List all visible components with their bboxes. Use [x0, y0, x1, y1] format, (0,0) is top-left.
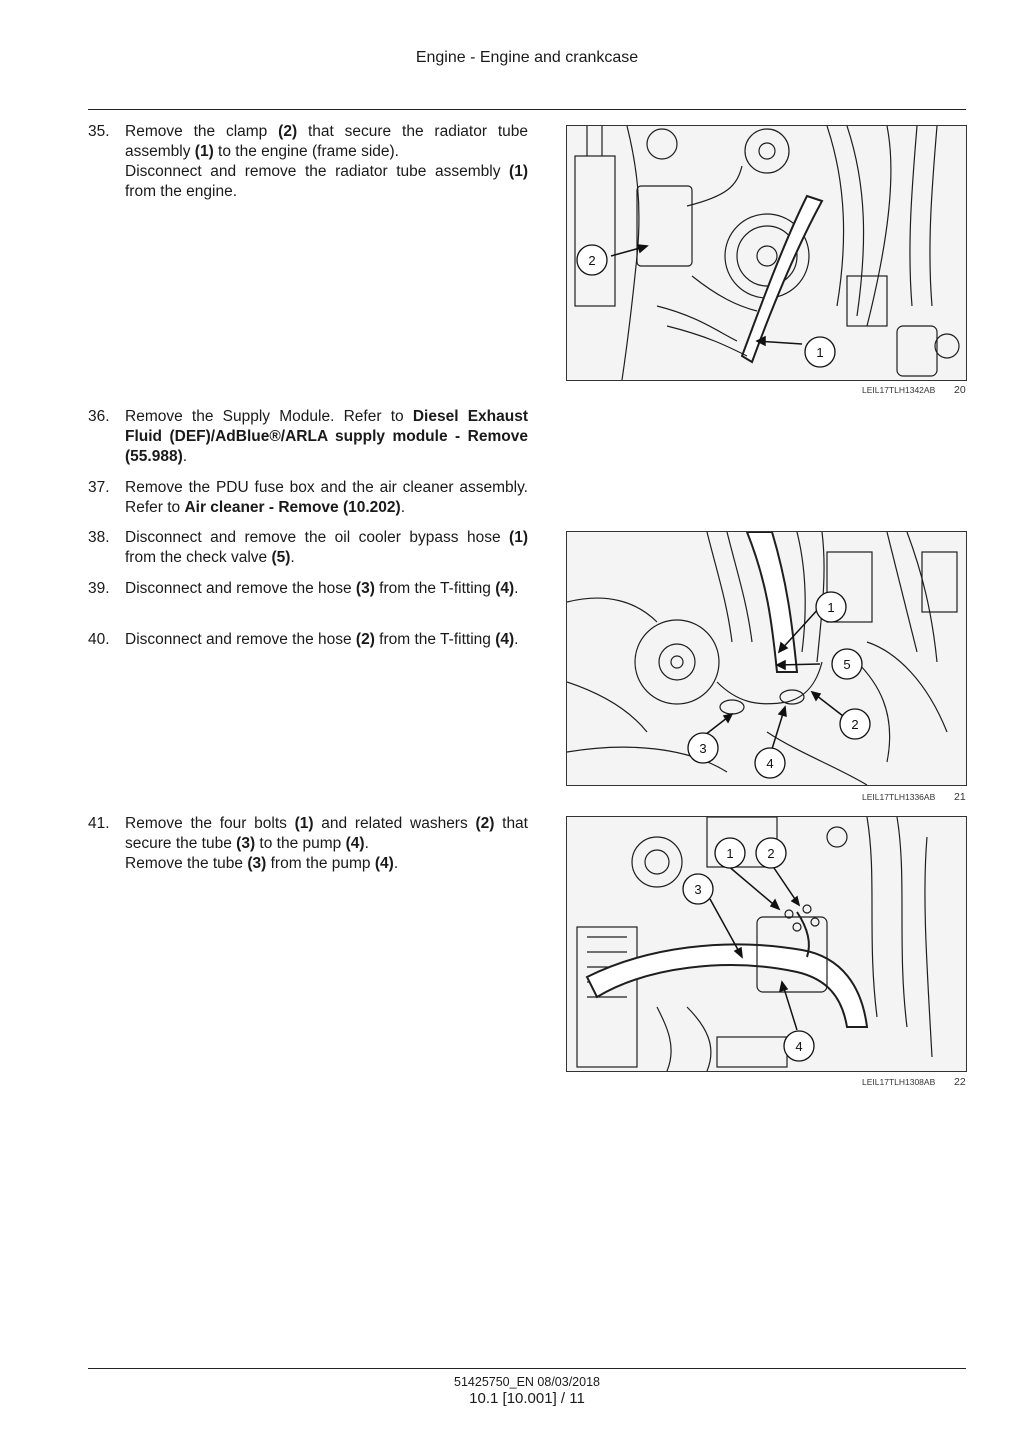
callout-3	[683, 874, 713, 904]
callout-2	[577, 245, 607, 275]
step-text-run: from the T-fitting	[374, 580, 496, 597]
step-text-run: to the pump	[255, 835, 346, 852]
step-text	[125, 528, 528, 568]
step-text-run: .	[514, 631, 519, 648]
step-text-run: from the engine.	[125, 183, 238, 200]
step-number: 36.	[88, 408, 110, 425]
figure-21-number: 21	[954, 791, 966, 803]
step-emphasis: (3)	[247, 855, 267, 872]
step-text-run: .	[364, 835, 369, 852]
figure-20-image	[566, 125, 967, 381]
step-text	[125, 579, 528, 599]
step-text-run: to the engine (frame side).	[213, 143, 399, 160]
page-header-title: Engine - Engine and crankcase	[415, 49, 639, 66]
step-text-run: .	[290, 549, 295, 566]
step-emphasis: (5)	[271, 549, 291, 566]
step-39	[88, 579, 528, 599]
step-38	[88, 528, 528, 568]
step-37	[88, 478, 528, 518]
callout-label: 4	[795, 1039, 803, 1054]
step-text-run: and related washers	[313, 815, 476, 832]
callout-label: 3	[694, 882, 702, 897]
figure-22-reference: LEIL17TLH1308AB	[862, 1077, 936, 1087]
step-text-run: Disconnect and remove the oil cooler bypass hose	[125, 529, 510, 546]
step-text-run: that secure the radiator tube assembly	[125, 123, 528, 160]
step-text	[125, 478, 528, 518]
callout-label: 1	[726, 846, 734, 861]
step-text-run: Remove the PDU fuse box and the air cleaner assembly. Refer to	[125, 479, 528, 516]
step-text	[125, 122, 528, 202]
footer-rule	[88, 1368, 966, 1369]
figure-21-image	[566, 531, 967, 786]
callout-label: 1	[827, 600, 835, 615]
step-text-run: Remove the tube	[125, 855, 248, 872]
callout-label: 5	[843, 657, 851, 672]
callout-label: 2	[767, 846, 775, 861]
step-number: 37.	[88, 479, 110, 496]
step-number: 39.	[88, 580, 110, 597]
callout-label: 2	[588, 253, 596, 268]
callout-3	[688, 733, 718, 763]
callout-label: 4	[766, 756, 774, 771]
step-text-run: from the T-fitting	[374, 631, 496, 648]
callout-1	[816, 592, 846, 622]
step-36	[88, 407, 528, 467]
step-text-run: .	[400, 499, 406, 516]
step-emphasis: Diesel Exhaust Fluid (DEF)/AdBlue®/ARLA supply module - Remove (55.988)	[125, 408, 528, 465]
step-emphasis: (4)	[374, 855, 394, 872]
callout-label: 1	[816, 345, 824, 360]
step-text-run: Disconnect and remove the hose	[125, 580, 356, 597]
figure-22-image	[566, 816, 967, 1072]
step-number: 41.	[88, 815, 110, 832]
figure-20-reference: LEIL17TLH1342AB	[862, 385, 936, 395]
step-emphasis: (4)	[495, 631, 515, 648]
step-emphasis: (4)	[495, 580, 515, 597]
step-emphasis: (3)	[236, 835, 256, 852]
step-emphasis: (3)	[355, 580, 375, 597]
footer-page-number: 10.1 [10.001] / 11	[469, 1390, 585, 1407]
callout-5	[832, 649, 862, 679]
step-text-run: Remove the Supply Module. Refer to	[125, 408, 413, 425]
callout-4	[784, 1031, 814, 1061]
engine-illustration	[567, 817, 966, 1071]
step-text-run: Remove the clamp	[125, 123, 279, 140]
figure-20-number: 20	[954, 384, 966, 396]
step-emphasis: (1)	[194, 143, 214, 160]
step-emphasis: (2)	[355, 631, 375, 648]
step-emphasis: (4)	[345, 835, 365, 852]
callout-4	[755, 748, 785, 778]
step-text-run: from the check valve	[125, 549, 272, 566]
callout-label: 2	[851, 717, 859, 732]
figure-21-reference: LEIL17TLH1336AB	[862, 792, 936, 802]
step-text-run: .	[393, 855, 399, 872]
step-35	[88, 122, 528, 202]
step-emphasis: (1)	[509, 529, 528, 546]
callout-2	[756, 838, 786, 868]
step-emphasis: (2)	[475, 815, 495, 832]
step-text-run: from the pump	[266, 855, 375, 872]
step-number: 40.	[88, 631, 110, 648]
step-emphasis: (2)	[278, 123, 298, 140]
step-text-run: .	[514, 580, 519, 597]
callout-1	[805, 337, 835, 367]
step-text-run: .	[182, 448, 188, 465]
engine-illustration	[567, 532, 966, 785]
step-41	[88, 814, 528, 874]
callout-1	[715, 838, 745, 868]
step-number: 38.	[88, 529, 110, 546]
step-40	[88, 630, 528, 650]
step-text-run: Disconnect and remove the hose	[125, 631, 356, 648]
step-emphasis: Air cleaner - Remove (10.202)	[184, 499, 401, 516]
figure-22-number: 22	[954, 1076, 966, 1088]
engine-illustration	[567, 126, 966, 380]
step-text-run: Disconnect and remove the radiator tube assembly	[125, 163, 510, 180]
footer-document-id: 51425750_EN 08/03/2018	[454, 1375, 600, 1389]
callout-label: 3	[699, 741, 707, 756]
step-text	[125, 630, 528, 650]
callout-2	[840, 709, 870, 739]
step-emphasis: (1)	[509, 163, 528, 180]
step-emphasis: (1)	[294, 815, 314, 832]
header-rule	[88, 109, 966, 110]
step-number: 35.	[88, 123, 110, 140]
step-text	[125, 407, 528, 467]
step-text-run: that secure the tube	[125, 815, 528, 852]
step-text	[125, 814, 528, 874]
step-text-run: Remove the four bolts	[125, 815, 295, 832]
